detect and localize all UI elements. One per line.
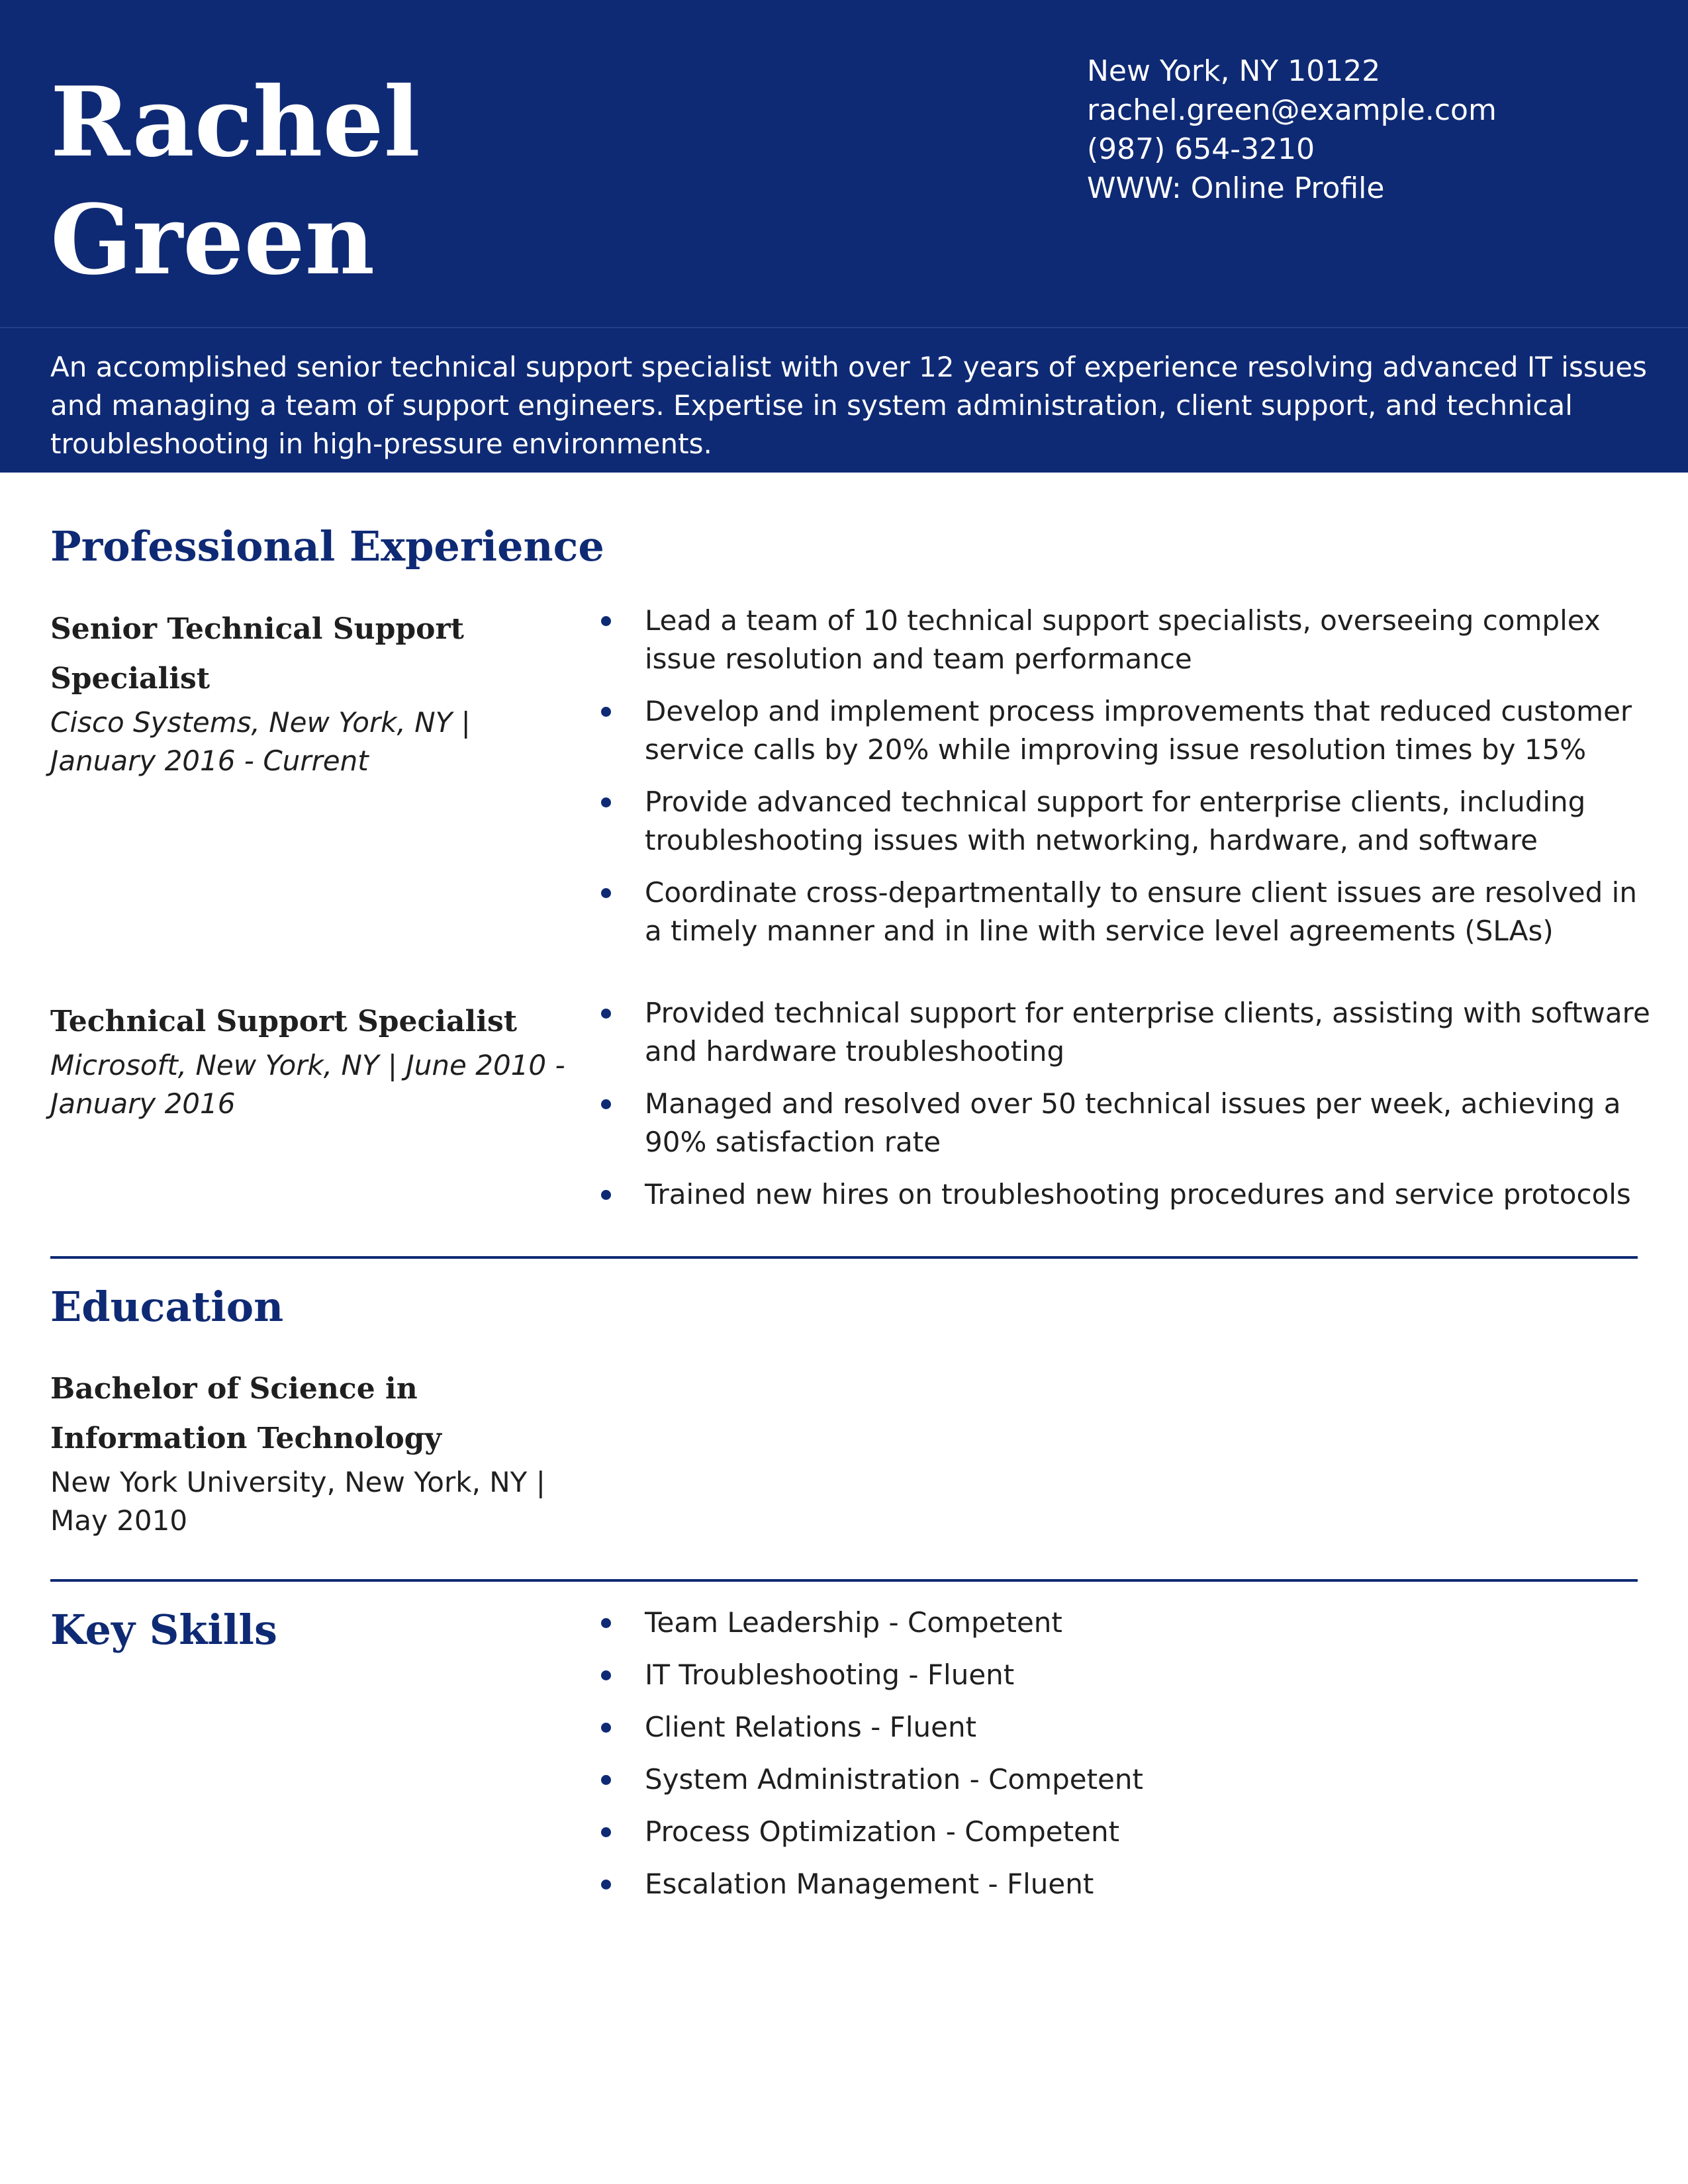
list-item: Escalation Management - Fluent bbox=[600, 1865, 1652, 1903]
job-1-details: Cisco Systems, New York, NY | January 2016 - Current bbox=[50, 706, 471, 777]
job-1-bullets bbox=[600, 602, 1652, 964]
contact-email[interactable]: rachel.green@example.com bbox=[1087, 93, 1497, 127]
skills-list bbox=[600, 1604, 1652, 1917]
education-details: New York University, New York, NY | May 2010 bbox=[50, 1466, 545, 1537]
list-item: Provided technical support for enterprise clients, assisting with software and hardware troubleshooting bbox=[600, 994, 1652, 1071]
contact-location: New York, NY 10122 bbox=[1087, 54, 1381, 88]
job-2-bullets bbox=[600, 994, 1652, 1228]
candidate-name bbox=[50, 64, 977, 299]
professional-summary: An accomplished senior technical support specialist with over 12 years of experience resolving advanced IT issues and managing a team of support engineers. Expertise in system administration, client support, and technical troubleshooting in high-pressure environments. bbox=[50, 351, 1648, 460]
last-name: Green bbox=[50, 184, 375, 296]
section-title-experience: Professional Experience bbox=[50, 522, 604, 570]
contact-phone: (987) 654-3210 bbox=[1087, 132, 1315, 166]
list-item: System Administration - Competent bbox=[600, 1760, 1652, 1799]
education-degree: Bachelor of Science in Information Technology bbox=[50, 1372, 442, 1455]
contact-website[interactable]: WWW: Online Profile bbox=[1087, 171, 1385, 205]
list-item: Coordinate cross-departmentally to ensure client issues are resolved in a timely manner and in line with service level agreements (SLAs) bbox=[600, 874, 1652, 950]
header-band bbox=[0, 0, 1688, 327]
job-2-info bbox=[50, 997, 573, 1123]
contact-info bbox=[1087, 52, 1656, 208]
section-divider bbox=[50, 1256, 1638, 1259]
job-1-title: Senior Technical Support Specialist bbox=[50, 612, 464, 696]
list-item: Lead a team of 10 technical support specialists, overseeing complex issue resolution and team performance bbox=[600, 602, 1652, 678]
section-divider bbox=[50, 1579, 1638, 1582]
job-2-details: Microsoft, New York, NY | June 2010 - January 2016 bbox=[50, 1049, 565, 1120]
section-title-education: Education bbox=[50, 1283, 284, 1331]
list-item: IT Troubleshooting - Fluent bbox=[600, 1656, 1652, 1694]
list-item: Trained new hires on troubleshooting procedures and service protocols bbox=[600, 1175, 1652, 1214]
job-1-info bbox=[50, 604, 573, 780]
job-2-title: Technical Support Specialist bbox=[50, 1005, 518, 1038]
list-item: Client Relations - Fluent bbox=[600, 1708, 1652, 1747]
education-info bbox=[50, 1364, 573, 1540]
list-item: Provide advanced technical support for enterprise clients, including troubleshooting issues with networking, hardware, and software bbox=[600, 783, 1652, 860]
list-item: Managed and resolved over 50 technical issues per week, achieving a 90% satisfaction rate bbox=[600, 1085, 1652, 1161]
list-item: Process Optimization - Competent bbox=[600, 1813, 1652, 1851]
list-item: Develop and implement process improvements that reduced customer service calls by 20% while improving issue resolution times by 15% bbox=[600, 692, 1652, 769]
summary-band bbox=[0, 327, 1688, 473]
first-name: Rachel bbox=[50, 66, 420, 179]
section-title-skills: Key Skills bbox=[50, 1606, 277, 1654]
list-item: Team Leadership - Competent bbox=[600, 1604, 1652, 1642]
